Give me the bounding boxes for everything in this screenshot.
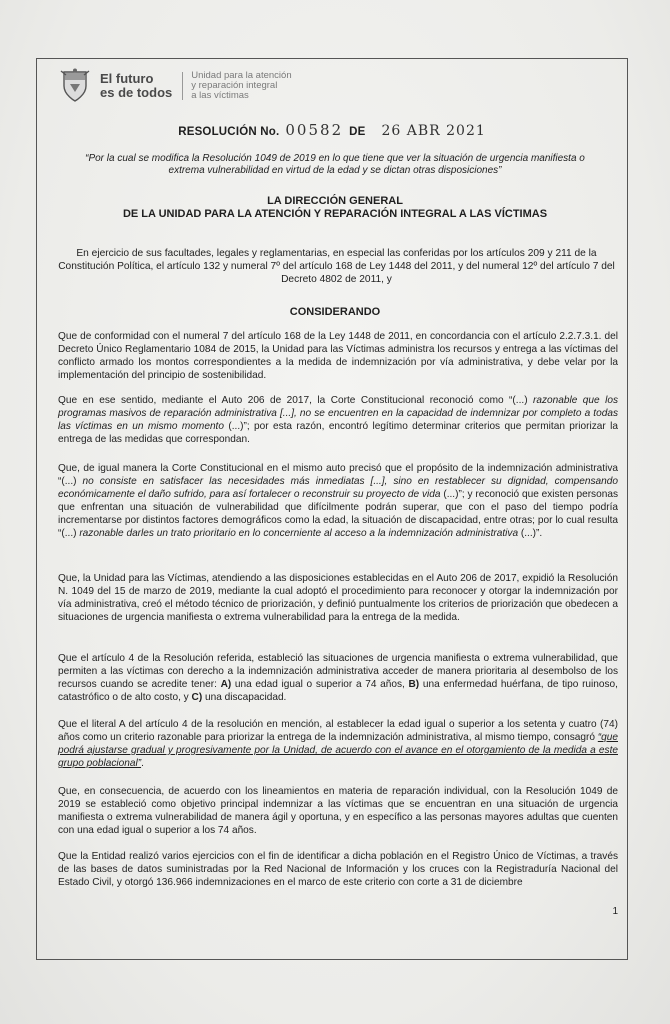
p3-text-c: (...)”; y reconoció que existen personas que enfrentan una situación de vulnerabilidad que difícilmente podrán superar, que con el paso del tiempo podría incrementarse por distintos factores demográficos como la edad, la situación de discapacidad, entre otras; por lo cual resulta “(...)	[58, 489, 618, 539]
paragraph-5	[58, 652, 618, 704]
unit-line-1: Unidad para la atención	[191, 70, 292, 81]
resolution-heading	[0, 121, 670, 139]
p5-letter-a: A)	[220, 679, 232, 690]
issuing-authority	[60, 195, 610, 221]
paragraph-2	[58, 394, 618, 446]
paragraph-7: Que, en consecuencia, de acuerdo con los lineamientos en materia de reparación individual, con la Resolución 1049 de 2019 se estableció como objetivo principal indemnizar a las víctimas que se encuentran en una situación de urgencia manifiesta o extrema vulnerabilidad de manera ágil y oportuna, y en específico a las personas mayores adultas que cuenten con una edad igual o superior a los 74 años.	[58, 786, 618, 836]
unit-line-3: a las víctimas	[191, 90, 249, 101]
resolution-date-stamp: 26 ABR 2021	[381, 123, 486, 139]
paragraph-3	[58, 462, 618, 540]
unit-name	[191, 71, 321, 101]
brand-line-1: El futuro	[100, 71, 154, 86]
p6-text-a: Que el literal A del artículo 4 de la resolución en mención, al establecer la edad igual o superior a los setenta y cuatro (74) años como un criterio razonable para priorizar la entrega de la indemnización administrativa, al mismo tiempo, consagró	[58, 719, 618, 743]
paragraph-6	[58, 718, 618, 770]
p5-letter-c: C)	[191, 692, 203, 703]
p3-text-e: (...)”.	[518, 528, 543, 539]
p5-text-b: una edad igual o superior a 74 años,	[231, 679, 409, 690]
p2-text-c: (...)”; por esta razón, encontró legítimo determinar criterios que permitan priorizar la entrega de las medidas que correspondan.	[58, 421, 618, 445]
colombia-coat-of-arms-icon	[58, 68, 92, 104]
p5-text-d: una discapacidad.	[202, 692, 287, 703]
brand-line-2: es de todos	[100, 85, 173, 100]
authority-line-1: LA DIRECCIÓN GENERAL	[267, 195, 403, 207]
p2-text-a: Que en ese sentido, mediante el Auto 206 de 2017, la Corte Constitucional reconoció como “(...)	[58, 395, 534, 406]
paragraph-1: Que de conformidad con el numeral 7 del artículo 168 de la Ley 1448 de 2011, en concordancia con el artículo 2.2.7.3.1. del Decreto Único Reglamentario 1084 de 2015, la Unidad para las Víctimas administra los recursos y entrega a las víctimas del conflicto armado los montos correspondientes a la medida de indemnización por vía administrativa, y debe velar por la implementación del principio de sostenibilidad.	[58, 331, 618, 381]
p3-quote-1: no consiste en satisfacer las necesidades más inmediatas [...], sino en restablecer su dignidad, compensando económicamente el daño sufrido, para así fortalecer o reconstruir su proyecto de vida	[58, 476, 618, 500]
p2-quote: razonable que los programas masivos de reparación administrativa [...], no se encuentren en la capacidad de indemnizar por completo a todas las víctimas en un mismo momento	[58, 395, 619, 432]
p6-quote-underlined: “que podrá ajustarse gradual y progresivamente por la Unidad, de acuerdo con el avance en el otorgamiento de la medida a este grupo poblacional”	[58, 732, 618, 769]
paragraph-8: Que la Entidad realizó varios ejercicios con el fin de identificar a dicha población en el Registro Único de Víctimas, a través de las bases de datos suministradas por la Red Nacional de Información y los cruces con la Registraduría Nacional del Estado Civil, y otorgó 136.966 indemnizaciones en el marco de este criterio con corte a 31 de diciembre	[58, 851, 618, 888]
resolution-de: DE	[349, 126, 366, 138]
p5-letter-b: B)	[408, 679, 420, 690]
authority-line-2: DE LA UNIDAD PARA LA ATENCIÓN Y REPARACIÓN INTEGRAL A LAS VÍCTIMAS	[122, 208, 548, 220]
p6-text-c: .	[141, 758, 144, 769]
paragraph-4: Que, la Unidad para las Víctimas, atendiendo a las disposiciones establecidas en el Auto 206 de 2017, expidió la Resolución N. 1049 del 15 de marzo de 2019, mediante la cual adoptó el procedimiento para reconocer y otorgar la indemnización por vía administrativa, creó el método técnico de priorización, y definió puntualmente los criterios de priorización que obedecen a situaciones de urgencia manifiesta o extrema vulnerabilidad para la entrega de la medida.	[58, 573, 618, 623]
government-brand	[100, 72, 183, 100]
resolution-prefix: RESOLUCIÓN No.	[178, 126, 280, 138]
letterhead	[58, 66, 358, 106]
p5-text-a: Que el artículo 4 de la Resolución referida, estableció las situaciones de urgencia manifiesta o extrema vulnerabilidad, que permiten a las víctimas con derecho a la indemnización administrativa acceder de manera prioritaria al desembolso de los recursos cuando se acredite tener:	[58, 653, 618, 690]
page-number: 1	[612, 906, 618, 917]
p3-text-a: Que, de igual manera la Corte Constitucional en el mismo auto precisó que el propósito de la indemnización administrativa “(...)	[58, 463, 618, 487]
intro-paragraph: En ejercicio de sus facultades, legales y reglamentarias, en especial las conferidas por los artículos 209 y 211 de la Constitución Política, el artículo 132 y numeral 7º del artículo 168 de Ley 1448 del 2011, y del numeral 12º del artículo 7 del Decreto 4802 de 2011, y	[58, 248, 615, 285]
p3-quote-2: razonable darles un trato prioritario en lo concerniente al acceso a la indemnización administrativa	[79, 528, 519, 539]
resolution-number-handwritten: 00582	[285, 121, 344, 139]
considerando-heading: CONSIDERANDO	[289, 306, 381, 318]
unit-line-2: y reparación integral	[191, 80, 278, 91]
p5-text-c: una enfermedad huérfana, de tipo ruinoso, catastrófico o de alto costo, y	[58, 679, 618, 703]
resolution-subtitle: “Por la cual se modifica la Resolución 1049 de 2019 en lo que tiene que ver la situación de urgencia manifiesta o extrema vulnerabilidad en virtud de la edad y se dictan otras disposiciones”	[85, 153, 585, 176]
